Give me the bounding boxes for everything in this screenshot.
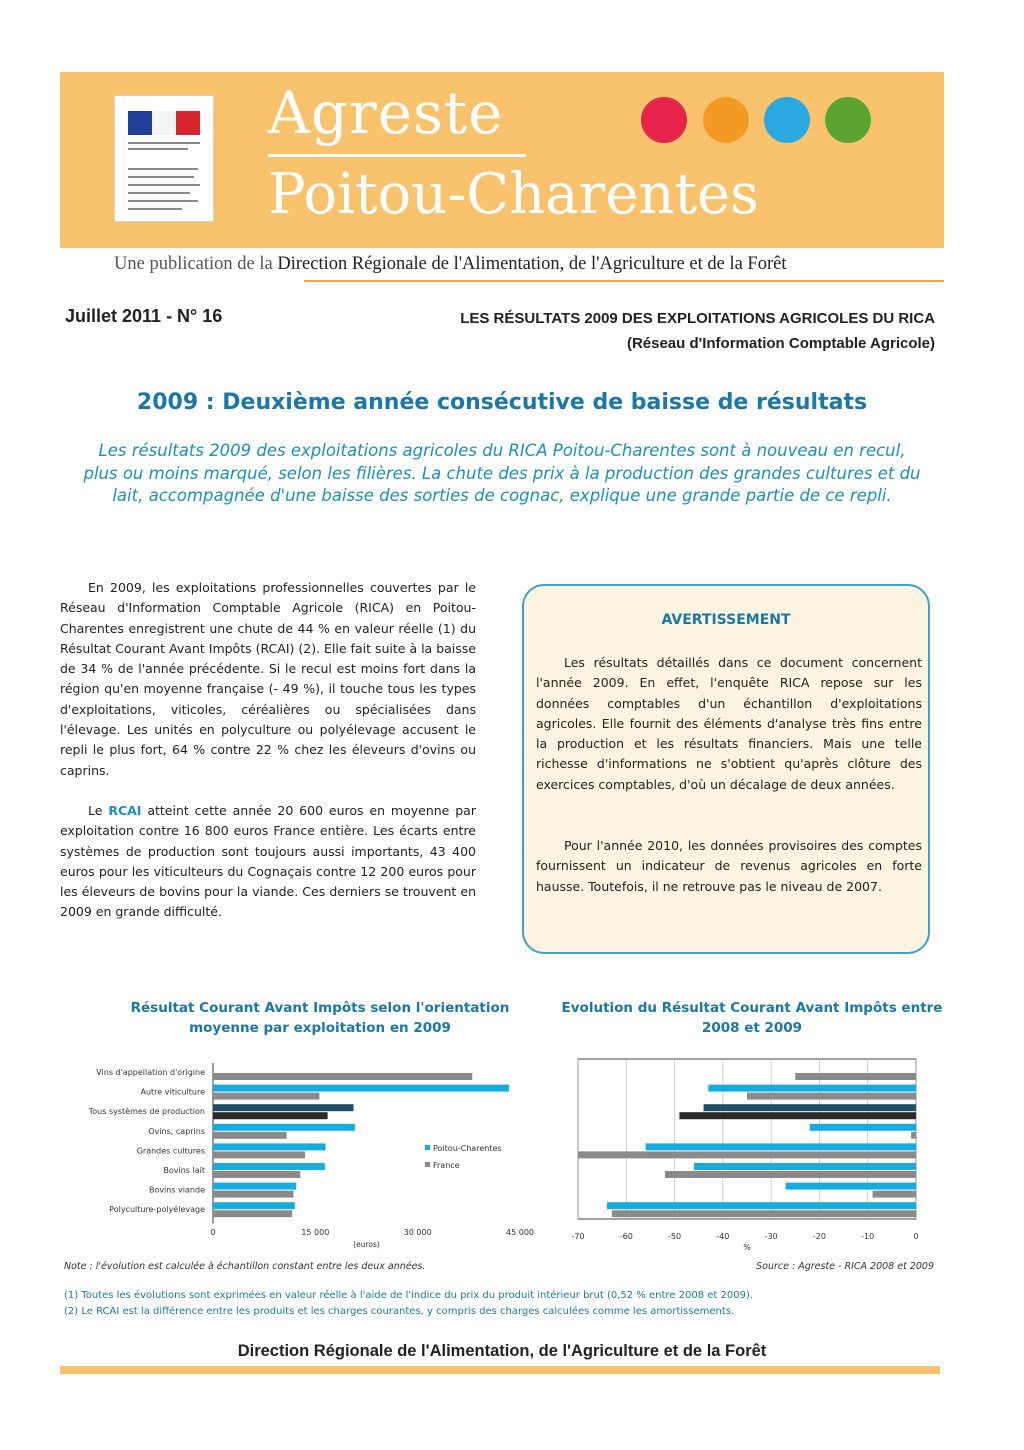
title-rule bbox=[268, 154, 526, 157]
chart1-category-label: Tous systèmes de production bbox=[88, 1107, 205, 1117]
chart1-category-label: Ovins, caprins bbox=[148, 1126, 205, 1136]
chart1-bar-france bbox=[213, 1093, 319, 1100]
warning-paragraph-2: Pour l'année 2010, les données provisoires des comptes fournissent un indicateur de revenus agricoles en forte hausse. Toutefois, il ne retrouve pas le niveau de 2007. bbox=[536, 838, 922, 894]
chart2-x-tick: -60 bbox=[619, 1232, 633, 1241]
rcai-term: RCAI bbox=[108, 803, 142, 818]
chart2-bar-france bbox=[578, 1151, 916, 1158]
subject-line: LES RÉSULTATS 2009 DES EXPLOITATIONS AGRICOLES DU RICA bbox=[460, 310, 935, 327]
chart2-bar-poitou-charentes bbox=[708, 1085, 916, 1092]
publication-title-line1: Agreste bbox=[268, 79, 504, 147]
chart1-legend-swatch bbox=[425, 1162, 430, 1167]
logo-text-line bbox=[128, 192, 190, 194]
flag-blue-stripe bbox=[128, 111, 152, 135]
headline: 2009 : Deuxième année consécutive de baisse de résultats bbox=[136, 390, 868, 415]
chart1-x-tick: 30 000 bbox=[403, 1228, 432, 1237]
chart1-category-label: Bovins viande bbox=[148, 1185, 205, 1195]
footnote-2: (2) Le RCAI est la différence entre les produits et les charges courantes, y compris des charges calculées comme les amortissements. bbox=[64, 1306, 735, 1317]
chart1-bar-poitou-charentes bbox=[213, 1163, 325, 1170]
chart1-legend-swatch bbox=[425, 1145, 430, 1150]
logo-text-line bbox=[128, 208, 182, 210]
chart2-bar-france bbox=[911, 1132, 916, 1139]
chart2-title: Evolution du Résultat Courant Avant Impôts entre 2008 et 2009 bbox=[561, 1000, 943, 1036]
chart2-bar-france bbox=[747, 1093, 916, 1100]
subject-line-2: (Réseau d'Information Comptable Agricole) bbox=[626, 335, 935, 352]
chart2-rcai-evolution bbox=[560, 1055, 940, 1255]
orange-dot bbox=[703, 97, 749, 143]
chart1-x-label: (euros) bbox=[353, 1240, 380, 1249]
chart2-bar-france bbox=[679, 1112, 916, 1119]
para2-rest: atteint cette année 20 600 euros en moyenne par exploitation contre 16 800 euros France entière. Les écarts entre systèmes de production sont toujours aussi importants, 43 400 euros pour les viticulteurs du Cognaçais contre 12 200 euros pour les éleveurs de bovins pour la viande. Ces derniers se trouvent en 2009 en grande difficulté. bbox=[60, 803, 476, 920]
footer-rule bbox=[60, 1366, 940, 1374]
chart1-legend-label: Poitou-Charentes bbox=[433, 1144, 502, 1153]
publisher-name: Direction Régionale de l'Alimentation, de l'Agriculture et de la Forêt bbox=[277, 254, 787, 274]
blue-dot bbox=[764, 97, 810, 143]
chart1-title: Résultat Courant Avant Impôts selon l'orientation moyenne par exploitation en 2009 bbox=[130, 1000, 510, 1036]
chart1-bar-france bbox=[213, 1132, 287, 1139]
chart1-category-label: Grandes cultures bbox=[136, 1146, 205, 1156]
chart1-x-tick: 15 000 bbox=[301, 1228, 330, 1237]
chart2-bar-poitou-charentes bbox=[646, 1143, 916, 1150]
publisher-rule bbox=[304, 280, 944, 282]
chart2-bar-france bbox=[665, 1171, 916, 1178]
chart2-x-tick: -30 bbox=[764, 1232, 778, 1241]
chart2-x-tick: 0 bbox=[913, 1232, 919, 1241]
chart2-bar-france bbox=[795, 1073, 916, 1080]
chart1-bar-france bbox=[213, 1151, 305, 1158]
footnote-1: (1) Toutes les évolutions sont exprimées en valeur réelle à l'aide de l'indice du prix du produit intérieur brut (0,52 % entre 2008 et 2009). bbox=[64, 1290, 754, 1301]
chart1-bar-poitou-charentes bbox=[213, 1124, 355, 1131]
logo-text-line bbox=[128, 176, 194, 178]
chart2-bar-poitou-charentes bbox=[607, 1202, 916, 1209]
chart1-bar-france bbox=[213, 1210, 292, 1217]
publication-title-line2: Poitou-Charentes bbox=[268, 162, 759, 227]
chart2-x-tick: -10 bbox=[861, 1232, 875, 1241]
chart2-bar-france bbox=[873, 1191, 916, 1198]
publisher-line bbox=[114, 254, 786, 275]
publisher-prefix: Une publication de la bbox=[114, 254, 273, 274]
chart2-bar-poitou-charentes bbox=[810, 1124, 916, 1131]
warning-paragraph-1: Les résultats détaillés dans ce document concernent l'année 2009. En effet, l'enquête RICA repose sur les données comptables d'un échantillon d'exploitations agricoles. Elle fournit des éléments d'analyse très fins entre la production et les résultats financiers. Mais une telle richesse d'informations ne s'obtient qu'après clôture des exercices comptables, d'où un décalage de deux années. bbox=[536, 655, 922, 792]
chart1-category-label: Autre viticulture bbox=[140, 1087, 205, 1097]
chart2-bar-poitou-charentes bbox=[704, 1104, 916, 1111]
chart2-x-tick: -20 bbox=[812, 1232, 826, 1241]
chart2-bar-poitou-charentes bbox=[694, 1163, 916, 1170]
note-text: Note : l'évolution est calculée à échantillon constant entre les deux années. bbox=[64, 1261, 426, 1272]
flag-white-stripe bbox=[152, 111, 176, 135]
logo-text-line bbox=[128, 168, 198, 170]
chart1-legend-label: France bbox=[433, 1161, 460, 1170]
chart1-category-label: Polyculture-polyélevage bbox=[109, 1205, 205, 1215]
chart1-category-label: Vins d'appellation d'origine bbox=[96, 1068, 205, 1077]
chart1-x-tick: 0 bbox=[210, 1228, 216, 1237]
chart1-bar-poitou-charentes bbox=[213, 1183, 296, 1190]
chart1-bar-france bbox=[213, 1191, 294, 1198]
logo-text-line bbox=[128, 184, 200, 186]
footer-text: Direction Régionale de l'Alimentation, de l'Agriculture et de la Forêt bbox=[237, 1342, 767, 1360]
issue-number: Juillet 2011 - N° 16 bbox=[65, 306, 223, 326]
green-dot bbox=[825, 97, 871, 143]
para2-prefix: Le bbox=[88, 803, 109, 818]
source-text: Source : Agreste - RICA 2008 et 2009 bbox=[756, 1261, 934, 1272]
chart1-x-tick: 45 000 bbox=[506, 1228, 534, 1237]
chart1-bar-poitou-charentes bbox=[213, 1085, 509, 1092]
chart1-rcai-by-orientation bbox=[60, 1055, 560, 1255]
chart1-bar-france bbox=[213, 1112, 328, 1119]
chart2-x-tick: -70 bbox=[571, 1232, 585, 1241]
chart2-bar-france bbox=[612, 1210, 916, 1217]
chart1-bar-poitou-charentes bbox=[213, 1143, 326, 1150]
lead-paragraph: Les résultats 2009 des exploitations agricoles du RICA Poitou-Charentes sont à nouveau en recul, plus ou moins marqué, selon les filières. La chute des prix à la production des grandes cultures et du lait, accompagnée d'une baisse des sorties de cognac, explique une grande partie de ce repli. bbox=[83, 441, 921, 505]
chart1-category-label: Bovins lait bbox=[163, 1166, 205, 1175]
chart2-bar-poitou-charentes bbox=[786, 1183, 916, 1190]
flag-red-stripe bbox=[176, 111, 200, 135]
logo-text-line bbox=[128, 148, 188, 150]
chart2-x-tick: -40 bbox=[716, 1232, 730, 1241]
body-paragraph-1: En 2009, les exploitations professionnelles couvertes par le Réseau d'Information Comptable Agricole (RICA) en Poitou-Charentes enregistrent une chute de 44 % en valeur réelle (1) du Résultat Courant Avant Impôts (RCAI) (2). Elle fait suite à la baisse de 34 % de l'année précédente. Si le recul est moins fort dans la région qu'en moyenne française (- 49 %), il touche tous les types d'exploitations, viticoles, céréalières ou spécialisées dans l'élevage. Les unités en polyculture ou polyélevage accusent le repli le plus fort, 64 % contre 22 % chez les éleveurs d'ovins ou caprins. bbox=[60, 580, 476, 778]
red-dot bbox=[641, 97, 687, 143]
chart2-x-label: % bbox=[743, 1243, 751, 1252]
chart1-bar-france bbox=[213, 1171, 300, 1178]
logo-text-line bbox=[128, 200, 198, 202]
chart2-x-tick: -50 bbox=[668, 1232, 682, 1241]
logo-text-line bbox=[128, 142, 200, 144]
chart1-bar-poitou-charentes bbox=[213, 1104, 354, 1111]
body-paragraph-2 bbox=[60, 801, 476, 923]
chart1-bar-france bbox=[213, 1073, 472, 1080]
warning-title: AVERTISSEMENT bbox=[661, 612, 791, 628]
chart1-bar-poitou-charentes bbox=[213, 1202, 295, 1209]
chart2-plot-frame bbox=[578, 1059, 916, 1219]
